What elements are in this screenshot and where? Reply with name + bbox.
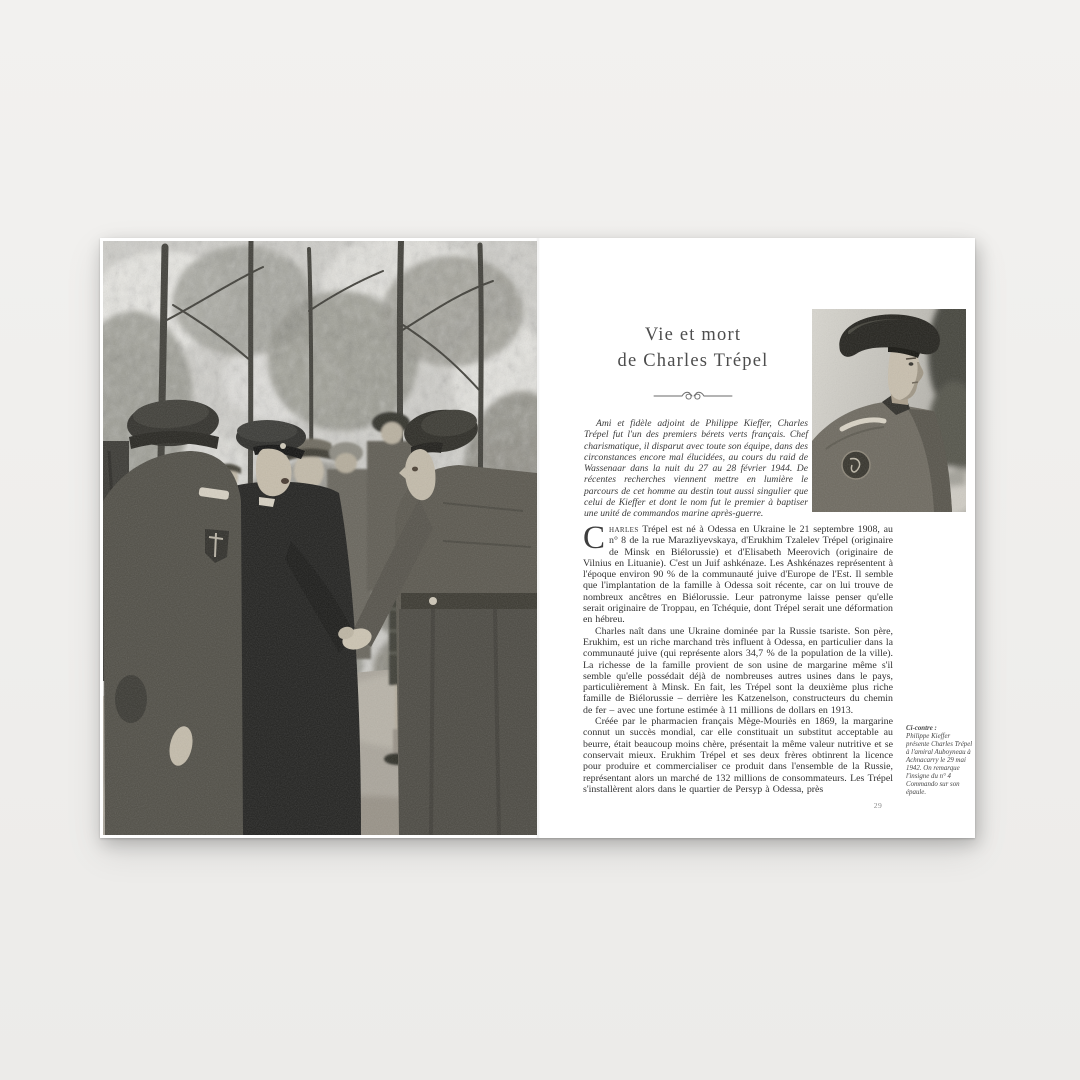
- chapter-title: [570, 322, 816, 374]
- page-number: 29: [873, 801, 883, 810]
- caption-text: Philippe Kieffer présente Charles Trépel à l'amiral Auboyneau à Achnacarry le 29 mai 1942. On remarque l'insigne du n° 4 Commando sur son épaule.: [906, 733, 973, 796]
- title-ornament-icon: [652, 390, 734, 402]
- left-page-photo: [103, 241, 537, 835]
- paragraph-1-text: Trépel est né à Odessa en Ukraine le 21 septembre 1908, au n° 8 de la rue Marazliyevskaya, d'Erukhim Tzalelev Trépel (originaire de Minsk en Biélorussie) et d'Elisabeth Meerovich (originaire de Vilnius en Lituanie). C'est un Juif ashkénaze. Les Ashkénazes représentent à l'époque environ 90 % de la communauté juive d'Europe de l'Est. Il semble que l'implantation de la famille à Odessa soit récente, car on lui trouve de nombreux ancêtres en Biélorussie. Leur patronyme laisse penser qu'elle serait originaire de Troppau, en Tchéquie, dont Trépel serait une déformation en hébreu.: [583, 524, 893, 626]
- photo-caption: [906, 725, 973, 797]
- drop-cap: C: [583, 520, 606, 556]
- paragraph-2: Charles naît dans une Ukraine dominée par la Russie tsariste. Son père, Erukhim, est un riche marchand très influent à Odessa, en particulier dans la communauté juive (qui représente alors 34,7 % de la population de la ville). La richesse de la famille provient de son usine de margarine même s'il semble qu'elle possédait déjà de nombreuses autres usines dans le pays, particulièrement à Minsk. En fait, les Trépel sont la deuxième plus riche famille de Biélorussie – derrière les Katzenelson, constructeurs du chemin de fer – avec une fortune estimée à 11 millions de dollars en 1913.: [583, 625, 893, 716]
- commandos-inspection-photo: [103, 241, 537, 835]
- intro-paragraph: Ami et fidèle adjoint de Philippe Kieffer, Charles Trépel fut l'un des premiers bérets verts français. Chef charismatique, il disparut avec toute son équipe, dans des circonstances encore mal élucidées, au cours du raid de Wassenaar dans la nuit du 27 au 28 février 1944. De récentes recherches viennent mettre en lumière le parcours de cet homme au destin tout aussi singulier que celui de Kieffer et dont le nom fut le premier à baptiser une unité de commandos marine après-guerre.: [584, 418, 808, 520]
- paragraph-3: Créée par le pharmacien français Mège-Mouriès en 1869, la margarine connut un succès mondial, car elle constituait un substitut acceptable au beurre, était beaucoup moins chère, présentait la même valeur nutritive et se conservait mieux. Erukhim Trépel et ses deux frères obtinrent la licence pour produire et commercialiser ce produit dans l'ensemble de la Russie, représentant alors un marché de 132 millions de consommateurs. Les Trépel s'installèrent alors dans le quartier de Persyp à Odessa, près: [583, 716, 893, 795]
- paragraph-1: [583, 520, 893, 626]
- caption-label: Ci-contre :: [906, 725, 937, 732]
- book-spread: [100, 238, 975, 838]
- portrait-grain: [812, 309, 966, 512]
- chapter-title-line2: de Charles Trépel: [617, 351, 769, 371]
- trepel-portrait-photo: [812, 309, 966, 512]
- film-grain: [103, 241, 537, 835]
- chapter-title-line1: Vie et mort: [644, 325, 742, 345]
- body-text-column: [583, 520, 893, 795]
- portrait-photo: [812, 309, 966, 512]
- lead-small-caps: harles: [609, 524, 639, 535]
